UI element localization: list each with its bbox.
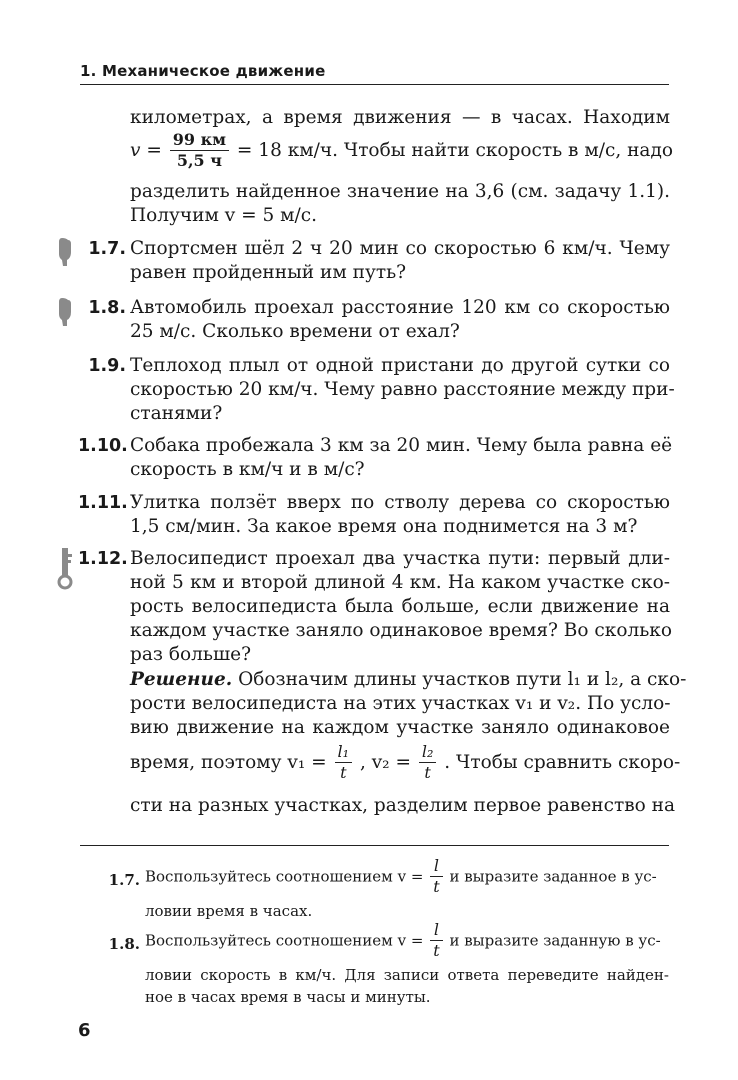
footnote-text-block (145, 900, 669, 922)
footnote-line: ное в часах время в часы и минуты. (145, 988, 431, 1006)
problem-number: 1.10. (78, 436, 128, 456)
formula-fraction (170, 130, 229, 171)
solution-formula-line (130, 742, 681, 790)
footnote-text: и выразите заданное в ус- (449, 867, 657, 886)
problem-text (130, 491, 670, 539)
problem-line: Улитка ползёт вверх по стволу дерева со скоростью (130, 492, 670, 513)
header-rule (80, 84, 669, 85)
problem-line: ной 5 км и второй длиной 4 км. На каком участке ско- (130, 572, 670, 593)
fraction-numerator: l₁ (335, 742, 353, 763)
footnote-text-block (145, 964, 669, 1008)
problem-number: 1.9. (88, 356, 126, 376)
footnote-formula-line (145, 856, 669, 902)
solution-text: время, поэтому v₁ = (130, 752, 327, 773)
footnote-text: и выразите заданную в ус- (449, 931, 661, 950)
problem-line: 25 м/с. Сколько времени от ехал? (130, 321, 460, 342)
fraction-denominator: t (340, 763, 347, 782)
problem-line: скоростью 20 км/ч. Чему равно расстояние между при- (130, 379, 675, 400)
problem-text (130, 237, 670, 285)
footnote-text: Воспользуйтесь соотношением v = (145, 931, 424, 950)
fraction-l2-t (419, 742, 437, 783)
problem-line: Собака пробежала 3 км за 20 мин. Чему была равна её (130, 435, 673, 456)
problem-line: Спортсмен шёл 2 ч 20 мин со скоростью 6 км/ч. Чему (130, 238, 670, 259)
running-header: 1. Механическое движение (80, 62, 326, 80)
problem-line: Автомобиль проехал расстояние 120 км со скоростью (130, 297, 670, 318)
solution-paragraph-end (130, 794, 676, 818)
fraction-numerator: l (430, 856, 442, 877)
problem-number: 1.8. (88, 298, 126, 318)
footnote-rule (80, 845, 669, 846)
fraction-numerator: l₂ (419, 742, 437, 763)
problem-text (130, 296, 670, 344)
footnote-text: Воспользуйтесь соотношением v = (145, 867, 424, 886)
solution-line (130, 668, 687, 692)
problem-line: Теплоход плыл от одной пристани до другой сутки со (130, 355, 670, 376)
fraction-denominator: t (433, 877, 440, 896)
fraction-denominator: t (433, 941, 440, 960)
footnote-line: ловии скорость в км/ч. Для записи ответа переведите найден- (145, 966, 669, 984)
fraction-denominator: 5,5 ч (176, 151, 222, 170)
intro-line: разделить найденное значение на 3,6 (см. задачу 1.1). (130, 181, 670, 202)
problem-line: Велосипедист проехал два участка пути: первый дли- (130, 548, 670, 569)
hand-icon (56, 296, 74, 328)
formula-rhs: = 18 км/ч. Чтобы найти скорость в м/с, надо (236, 140, 673, 161)
footnote-line: ловии время в часах. (145, 902, 313, 920)
problem-line: равен пройденный им путь? (130, 262, 407, 283)
footnote-number: 1.7. (108, 871, 140, 889)
fraction-denominator: t (424, 763, 431, 782)
solution-line: вию движение на каждом участке заняло одинаковое (130, 717, 670, 738)
intro-paragraph (130, 106, 670, 130)
key-icon (57, 546, 73, 590)
solution-text: . Чтобы сравнить скоро- (444, 752, 681, 773)
solution-text: Обозначим длины участков пути l₁ и l₂, а ско- (232, 669, 687, 690)
formula-lhs: v = (130, 140, 162, 161)
intro-formula-line (130, 130, 673, 176)
hand-icon (56, 236, 74, 268)
problem-line: станями? (130, 403, 223, 424)
problem-line: раз больше? (130, 644, 252, 665)
problem-text (130, 434, 673, 482)
fraction-l-t (430, 920, 442, 961)
solution-text: , v₂ = (359, 752, 411, 773)
fraction-l-t (430, 856, 442, 897)
intro-line: километрах, а время движения — в часах. Находим (130, 107, 670, 128)
problem-line: скорость в км/ч и в м/с? (130, 459, 365, 480)
solution-line: сти на разных участках, разделим первое равенство на (130, 795, 676, 816)
intro-paragraph-end (130, 180, 670, 228)
problem-line: рость велосипедиста была больше, если движение на (130, 596, 670, 617)
fraction-numerator: 99 км (170, 130, 229, 151)
problem-text (130, 354, 675, 426)
page-number: 6 (78, 1020, 91, 1041)
fraction-numerator: l (430, 920, 442, 941)
problem-number: 1.12. (78, 549, 128, 569)
problem-text (130, 547, 673, 667)
problem-line: 1,5 см/мин. За какое время она поднимется на 3 м? (130, 516, 638, 537)
solution-label: Решение. (130, 669, 233, 690)
problem-number: 1.7. (88, 239, 126, 259)
fraction-l1-t (335, 742, 353, 783)
intro-line: Получим v = 5 м/с. (130, 205, 317, 226)
footnote-number: 1.8. (108, 935, 140, 953)
problem-line: каждом участке заняло одинаковое время? Во сколько (130, 620, 673, 641)
solution-line: рости велосипедиста на этих участках v₁ и v₂. По усло- (130, 693, 671, 714)
footnote-formula-line (145, 920, 669, 966)
solution-paragraph (130, 668, 687, 740)
problem-number: 1.11. (78, 493, 128, 513)
